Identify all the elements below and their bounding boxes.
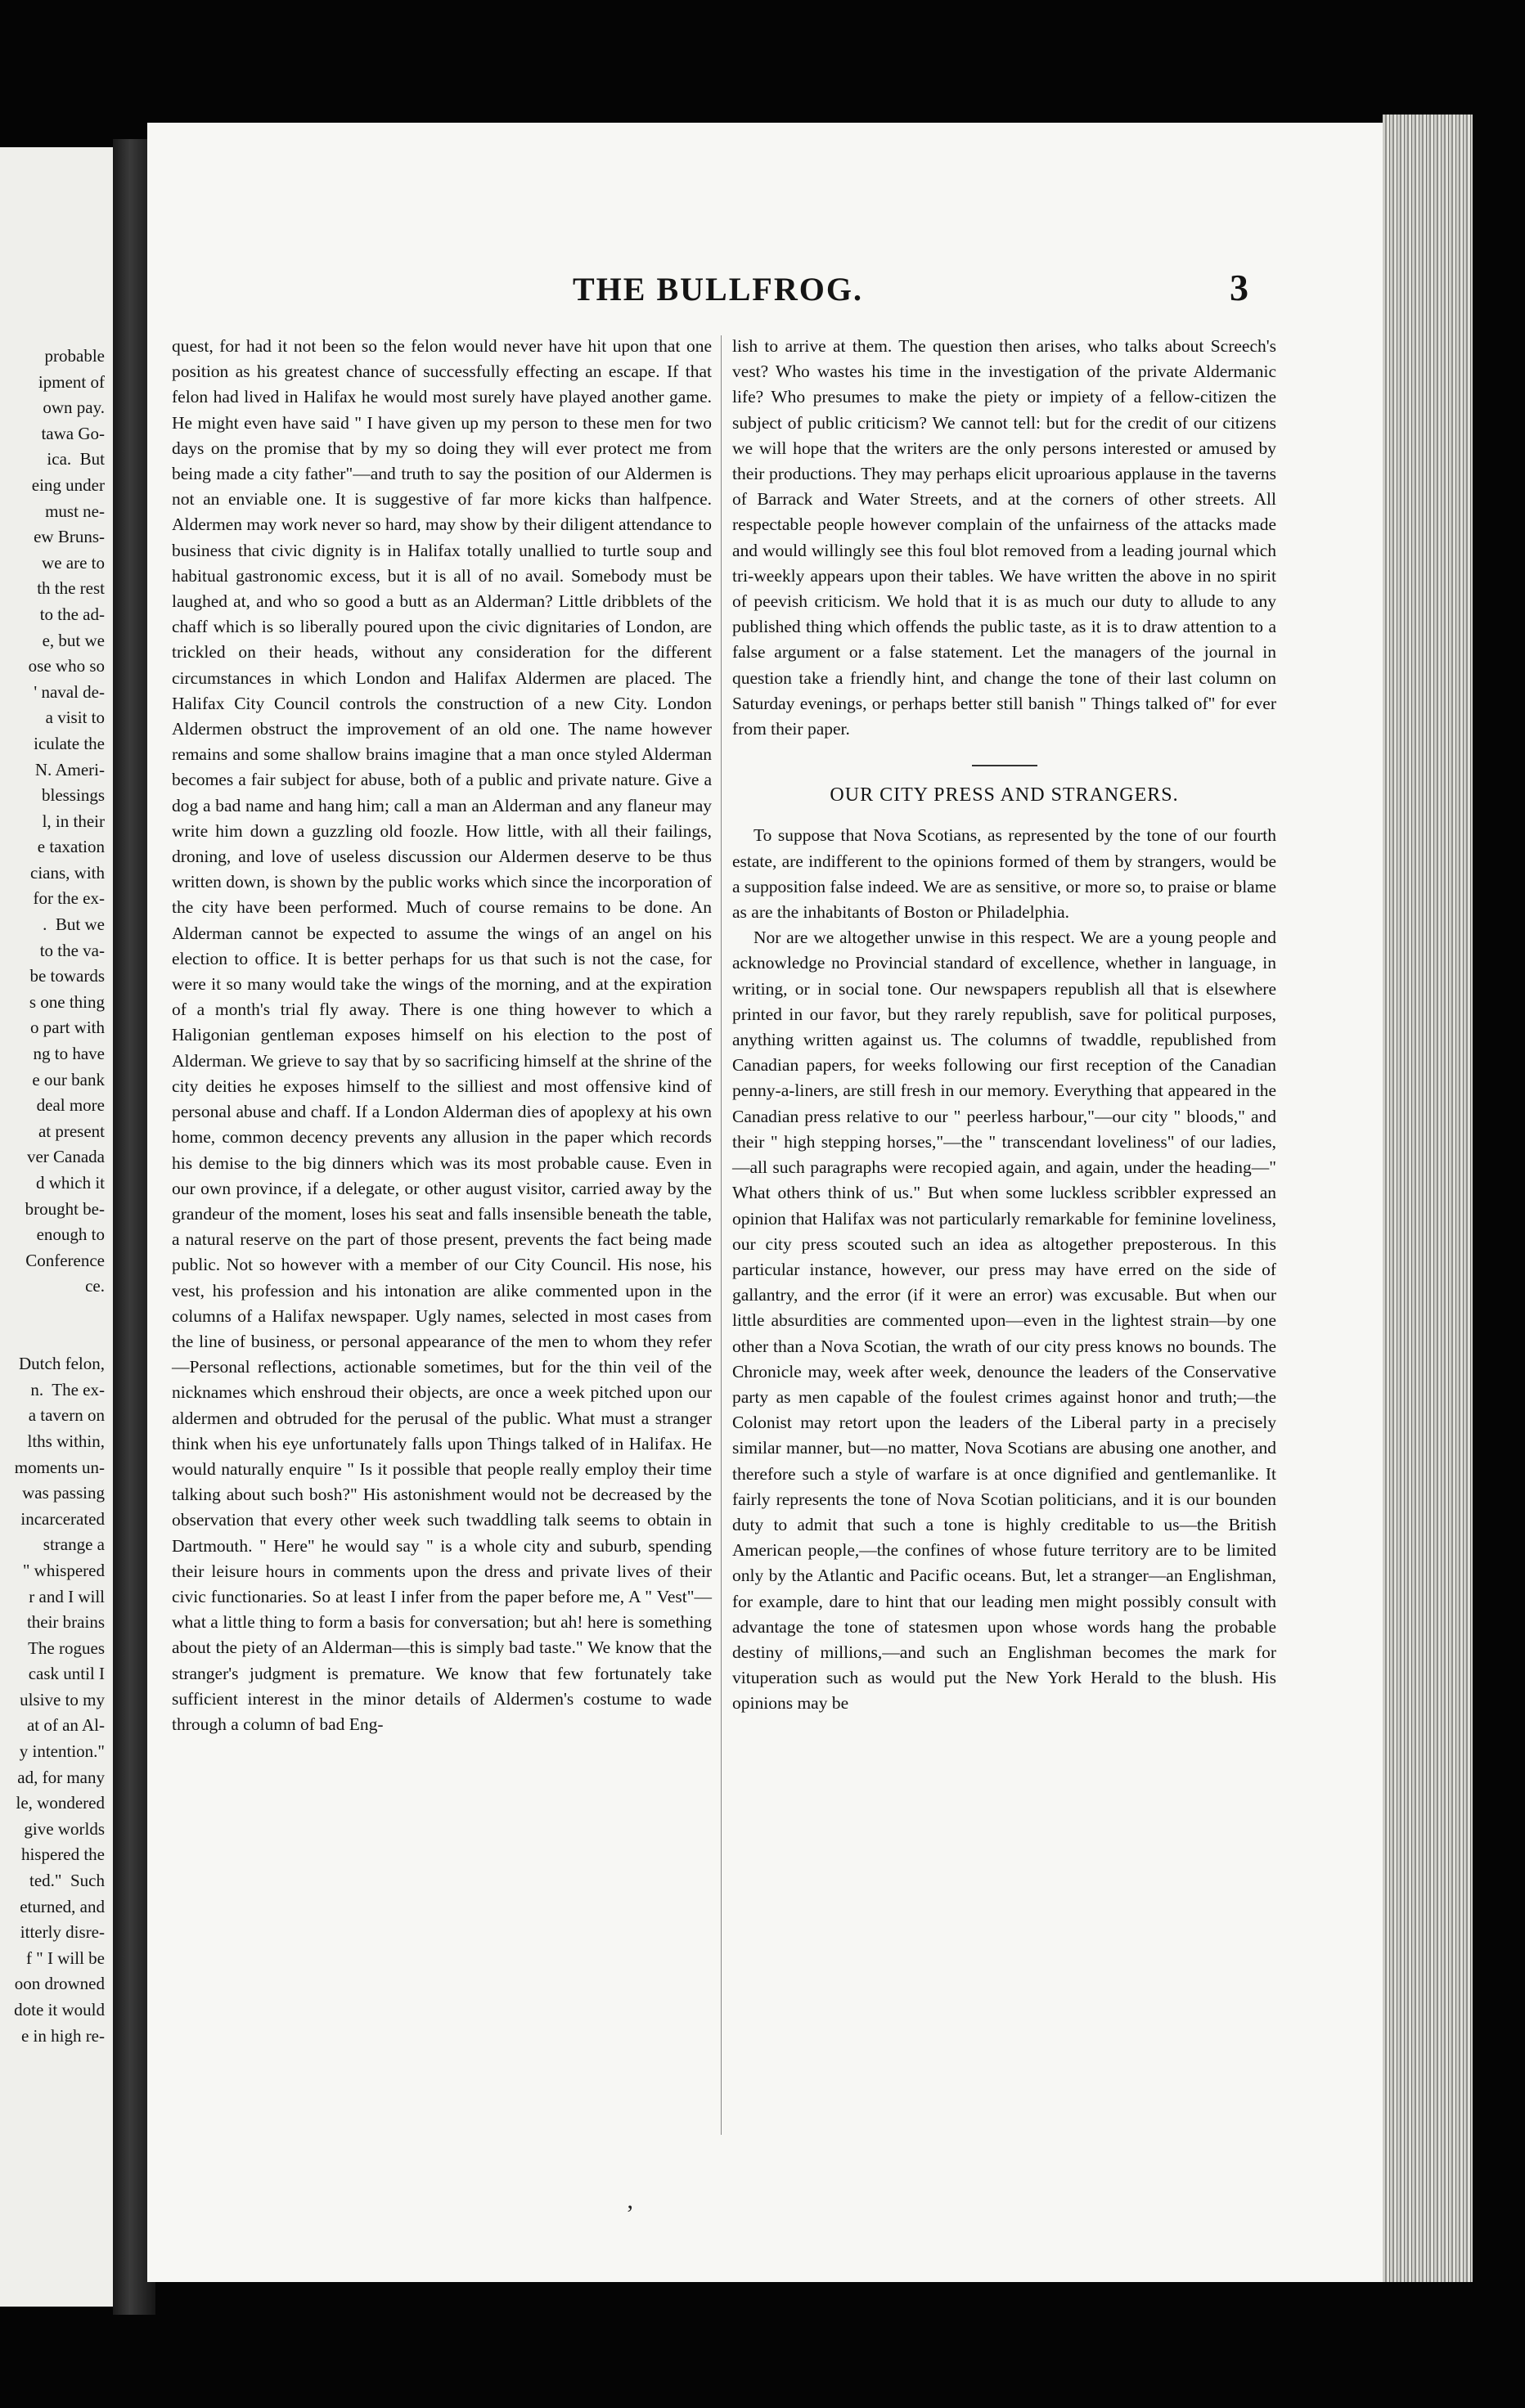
article-paragraph: To suppose that Nova Scotians, as represented by the tone of our fourth estate, are indifferent to the opinions formed of them by strangers, would be a supposition false indeed. We are as sensitive, or more so, to praise or blame as are the inhabitants of Boston or Philadelphia. [732, 825, 1276, 923]
article-column-1 [172, 334, 712, 1737]
facing-page-text: probable ipment of own pay. tawa Go- ica. But eing under must ne- ew Bruns- we are to th the rest to the ad- e, but we ose who so ' naval de- a visit to iculate the N. Ameri- blessings l, in their e taxation cians, with for the ex- . But we to the va- be towards s one thing o part with ng to have e our bank deal more at present ver Canada d which it brought be- enough to Conference ce. Dutch felon, n. The ex- a tavern on lths within, moments un- was passing incarcerated strange a " whispered r and I will their brains The rogues cask until I ulsive to my at of an Al- y intention." ad, for many le, wondered give worlds hispered the ted." Such eturned, and itterly disre- f " I will be oon drowned dote it would e in high re- [14, 346, 105, 2046]
column-rule [721, 335, 722, 2135]
section-divider [972, 765, 1037, 766]
section-heading: OUR CITY PRESS AND STRANGERS. [830, 784, 1179, 806]
article-paragraph: quest, for had it not been so the felon would never have hit upon that one position as his greatest chance of successfully effecting an escape. If that felon had lived in Halifax he would most surely have played another game. He might even have said " I have given up my person to these men for two days on the promise that by my so doing they will ever protect me from being made a city father"—and truth to say the position of our Aldermen is not an enviable one. It is suggestive of far more kicks than halfpence. Aldermen may work never so hard, may show by their diligent attendance to business that civic dignity is in Halifax totally unallied to turtle soup and habitual gastronomic excess, but it is all of no avail. Somebody must be laughed at, and who so good a butt as an Alderman? Little dribblets of the chaff which is so liberally poured upon the civic dignitaries of London, are trickled on their heads, without any consideration for the different circumstances in which London and Halifax Aldermen are placed. The Halifax City Council controls the construction of a new City. London Aldermen obstruct the improvement of an old one. The name however remains and some shallow brains imagine that a man once styled Alderman becomes a fair subject for abuse, both of a public and private nature. Give a dog a bad name and hang him; call a man an Alderman and any flaneur may write him down a guzzling old foozle. How little, with all their failings, droning, and love of useless discussion our Aldermen deserve to be thus written down, is shown by the public works which since the incorporation of the city have been performed. Much of course remains to be done. An Alderman cannot be expected to assume the wings of an angel on his election to office. It is better perhaps for us that such is not the case, for were it so many would take the wings of the morning, and at the expiration of a month's trial fly away. There is one thing however to which a Haligonian gentleman exposes himself on his election to the post of Alderman. We grieve to say that by so sacrificing himself at the shrine of the city deities he exposes himself to the silliest and most offensive kind of personal abuse and chaff. If a London Alderman dies of apoplexy at his own home, common decency prevents any allusion in the paper which records his demise to the big dinners which was its most probable cause. Even in our own province, if a delegate, or other august visitor, carried away by the grandeur of the moment, loses his seat and falls insensible beneath the table, a natural reserve on the part of those present, prevents the fact being made public. Not so however with a member of our City Council. His nose, his vest, his profession and his intonation are alike commented upon in the columns of a Halifax newspaper. Ugly names, selected in most cases from the line of business, or personal appearance of the men to whom they refer—Personal reflections, actionable sometimes, but for the thin veil of the nicknames which enshroud their objects, are once a week pitched upon our aldermen and obtruded for the perusal of the public. What must a stranger think when his eye unfortunately falls upon Things talked of in Halifax. He would naturally enquire " Is it possible that people really employ their time talking about such bosh?" His astonishment would not be decreased by the observation that every other week such twaddling talk seems to obtain in Dartmouth. " Here" he would say " is a whole city and suburb, spending their leisure hours in comments upon the dress and private lives of their civic functionaries. So at least I infer from the paper before me, A " Vest"—what a little thing to form a basis for conversation; but ah! here is something about the piety of an Alderman—this is simply bad taste." We know that the stranger's judgment is premature. We know that few fortunately take sufficient interest in the minor details of Aldermen's costume to wade through a column of bad Eng- [172, 336, 713, 1734]
article-paragraph: Nor are we altogether unwise in this respect. We are a young people and acknowledge no Provincial standard of excellence, whether in language, in writing, or in social tone. Our newspapers republish all that is elsewhere printed in our favor, but they rarely republish, save for political purposes, anything written against us. The columns of twaddle, republished from Canadian papers, for weeks following our first reception of the Canadian penny-a-liners, are still fresh in our memory. Everything that appeared in the Canadian press relative to our " peerless harbour,"—our city " bloods," and their " high stepping horses,"—the " transcendant loveliness" of our ladies,—all such paragraphs were recopied again, and again, under the heading—" What others think of us." But when some luckless scribbler expressed an opinion that Halifax was not particularly remarkable for feminine loveliness, our city press scouted such an idea as altogether preposterous. In this particular instance, however, our press may have erred on the side of gallantry, and the error (if it were an error) was excusable. But when our little absurdities are commented upon—even in the lightest strain—by one other than a Nova Scotian, the wrath of our city press knows no bounds. The Chronicle may, week after week, denounce the leaders of the Conservative party as men capable of the foulest crimes against honor and truth;—the Colonist may retort upon the leaders of the Liberal party in a precisely similar manner, but—no matter, Nova Scotians are abusing one another, and therefore such a style of warfare is at once dignified and gentlemanlike. It fairly represents the tone of Nova Scotian politicians, and it is our bounden duty to admit that such a tone is highly creditable to us—the British American people,—the confines of whose future territory are to be limited only by the Atlantic and Pacific oceans. But, let a stranger—an Englishman, for example, dare to hint that our leading men might possibly consult with advantage the tone of statesmen upon whose words hang the probable destiny of millions,—and such an Englishman becomes the mark for vituperation such as would put the New York Herald to the blush. His opinions may be [732, 928, 1276, 1714]
facing-page-edge [0, 147, 113, 2307]
ink-speck: ’ [626, 2200, 634, 2227]
page-edges [1383, 115, 1473, 2282]
page-number: 3 [1230, 267, 1248, 308]
page-title: THE BULLFROG. [573, 271, 863, 308]
article-paragraph: lish to arrive at them. The question then arises, who talks about Screech's vest? Who wastes his time in the investigation of the private Aldermanic life? Who presumes to make the piety or impiety of a fellow-citizen the subject of public criticism? We cannot tell: but for the credit of our citizens we will hope that the writers are the only persons interested or amused by their productions. They may perhaps elicit uproarious applause in the taverns of Barrack and Water Streets, and at the corners of other streets. All respectable people however complain of the unfairness of the attacks made and would willingly see this foul blot removed from a leading journal which tri-weekly appears upon their tables. We have written the above in no spirit of peevish criticism. We hold that it is as much our duty to allude to any published thing which offends the public taste, as it is to draw attention to a false argument or a false statement. Let the managers of the journal in question take a friendly hint, and change the tone of their last column on Saturday evenings, or perhaps better still banish " Things talked of" for ever from their paper. [732, 336, 1276, 739]
article-column-2 [732, 334, 1276, 1717]
